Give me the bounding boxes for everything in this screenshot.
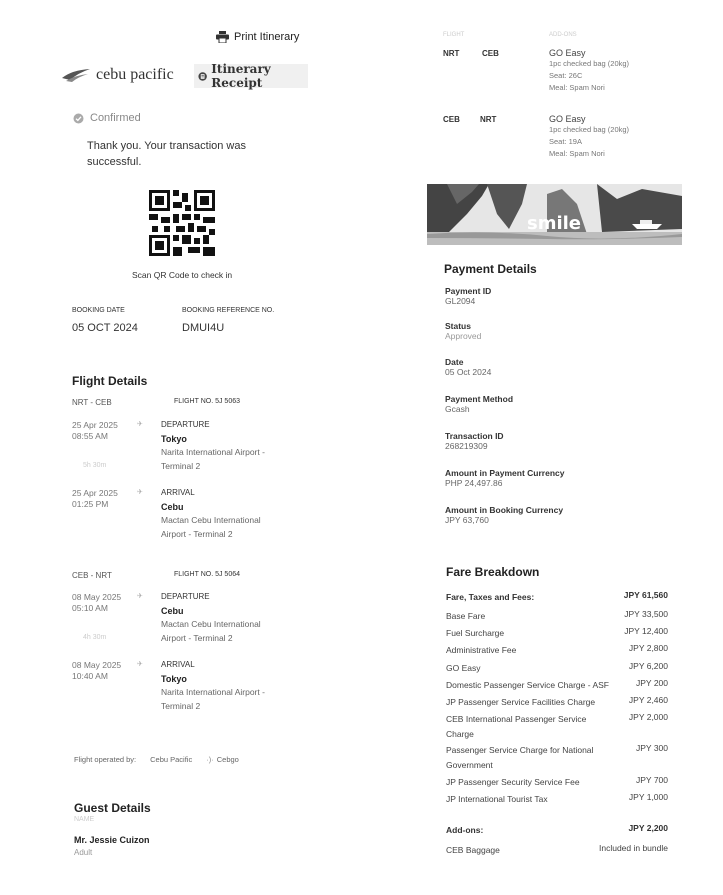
fare-item-row [446, 609, 668, 624]
fare-item-name: GO Easy [446, 663, 481, 673]
print-itinerary-button[interactable] [216, 31, 299, 43]
booking-date-label: BOOKING DATE [72, 307, 125, 314]
fare-item-value: JPY 200 [636, 678, 668, 688]
flight-number: FLIGHT NO. 5J 5063 [174, 398, 241, 405]
fare-item-name: JP International Tourist Tax [446, 794, 548, 804]
addon-row [549, 114, 629, 160]
guest-type: Adult [74, 848, 93, 857]
payment-currency-value: PHP 24,497.86 [445, 478, 503, 488]
arrival-label: ARRIVAL [161, 660, 195, 669]
plane-icon: ✈ [137, 593, 143, 600]
status-label: Status [445, 321, 471, 331]
payment-method-value: Gcash [445, 404, 470, 414]
date-label: Date [445, 357, 464, 367]
printer-icon [216, 31, 229, 43]
arrival-datetime [72, 488, 118, 510]
fare-item-row [446, 661, 668, 676]
flight-route: CEB - NRT [72, 571, 112, 580]
arrival-time: 10:40 AM [72, 671, 108, 681]
fare-item-name: Domestic Passenger Service Charge - ASF [446, 680, 609, 690]
fare-item-row [446, 743, 668, 773]
addons-total-row [446, 823, 668, 838]
fare-item-row [446, 643, 668, 658]
fare-item-row [446, 792, 668, 807]
addon-from: CEB [443, 115, 460, 124]
fare-item-name: Passenger Service Charge for National Government [446, 745, 594, 770]
transaction-id-value: 268219309 [445, 441, 488, 451]
payment-field [445, 394, 513, 414]
addon-to: CEB [482, 49, 499, 58]
banner-text: smile [527, 213, 582, 234]
confirmed-status [73, 112, 141, 124]
receipt-icon [198, 71, 207, 82]
departure-city: Cebu [161, 606, 184, 616]
departure-time: 08:55 AM [72, 431, 108, 441]
arrival-label: ARRIVAL [161, 488, 195, 497]
fare-breakdown-title: Fare Breakdown [446, 565, 540, 579]
fare-total-row [446, 590, 668, 605]
addon-meal: Meal: Spam Nori [549, 83, 605, 92]
landing-icon: ✈ [137, 489, 143, 496]
qr-code [149, 190, 215, 261]
addons-header-addons: ADD-ONS [549, 32, 577, 38]
addon-bundle: GO Easy [549, 114, 586, 124]
addon-bag: 1pc checked bag (20kg) [549, 59, 630, 68]
qr-caption: Scan QR Code to check in [132, 270, 233, 280]
addons-label: Add-ons: [446, 825, 484, 835]
departure-time: 05:10 AM [72, 603, 108, 613]
departure-city: Tokyo [161, 434, 187, 444]
payment-field [445, 321, 481, 341]
booking-currency-value: JPY 63,760 [445, 515, 489, 525]
arrival-datetime [72, 660, 121, 682]
fare-item-name: Administrative Fee [446, 645, 517, 655]
payment-method-label: Payment Method [445, 394, 514, 404]
payment-field [445, 357, 491, 377]
fare-item-row [446, 678, 668, 693]
fare-item-name: JP Passenger Security Service Fee [446, 777, 580, 787]
payment-currency-label: Amount in Payment Currency [445, 468, 565, 478]
payment-details-title: Payment Details [444, 262, 537, 276]
addon-from: NRT [443, 49, 460, 58]
fare-item-row [446, 712, 668, 742]
success-message: Thank you. Your transaction was successful. [87, 140, 246, 168]
addon-item-row [446, 843, 668, 858]
addon-bundle: GO Easy [549, 48, 586, 58]
payment-id-value: GL2094 [445, 296, 476, 306]
fare-item-value: JPY 33,500 [624, 609, 668, 619]
operator-cebgo [206, 755, 239, 764]
date-value: 05 Oct 2024 [445, 367, 492, 377]
fare-total-value: JPY 61,560 [623, 590, 668, 600]
addon-bag: 1pc checked bag (20kg) [549, 125, 630, 134]
cebgo-logo-icon: ·)· [206, 755, 214, 764]
fare-item-name: Fuel Surcharge [446, 628, 505, 638]
fare-item-name: CEB International Passenger Service Charge [446, 714, 587, 739]
payment-field [445, 505, 563, 525]
operated-by [74, 755, 239, 764]
itinerary-receipt-title [194, 64, 308, 88]
transaction-id-label: Transaction ID [445, 431, 504, 441]
addon-seat: Seat: 26C [549, 71, 583, 80]
smile-banner [427, 184, 682, 245]
status-value: Approved [445, 331, 482, 341]
plane-icon: ✈ [137, 421, 143, 428]
check-circle-icon [73, 113, 84, 124]
landing-icon: ✈ [137, 661, 143, 668]
fare-item-value: JPY 700 [636, 775, 668, 785]
fare-item-name: Base Fare [446, 611, 486, 621]
fare-item-row [446, 626, 668, 641]
fare-item-name: JP Passenger Service Facilities Charge [446, 697, 596, 707]
arrival-date: 08 May 2025 [72, 660, 122, 670]
departure-datetime [72, 420, 118, 442]
guest-details-title: Guest Details [74, 801, 151, 815]
payment-id-label: Payment ID [445, 286, 492, 296]
fare-item-value: JPY 1,000 [628, 792, 668, 802]
payment-field [445, 286, 491, 306]
flight-route: NRT - CEB [72, 398, 112, 407]
flight-number: FLIGHT NO. 5J 5064 [174, 571, 241, 578]
logo-text: cebu pacific [96, 66, 174, 83]
flight-duration: 5h 30m [83, 462, 107, 469]
arrival-time: 01:25 PM [72, 499, 109, 509]
flight-duration: 4h 30m [83, 634, 107, 641]
fare-item-row [446, 775, 668, 790]
booking-date-value: 05 OCT 2024 [72, 322, 138, 334]
wing-logo-icon [62, 68, 92, 82]
fare-item-value: JPY 2,460 [628, 695, 668, 705]
arrival-city: Cebu [161, 502, 184, 512]
fare-total-label: Fare, Taxes and Fees: [446, 592, 535, 602]
addon-meal: Meal: Spam Nori [549, 149, 605, 158]
guest-name: Mr. Jessie Cuizon [74, 835, 150, 845]
payment-field [445, 431, 504, 451]
fare-item-value: JPY 6,200 [628, 661, 668, 671]
addon-to: NRT [480, 115, 497, 124]
booking-ref-value: DMUI4U [182, 322, 225, 334]
departure-date: 25 Apr 2025 [72, 420, 118, 430]
arrival-city: Tokyo [161, 674, 187, 684]
operator-cebu-pacific: Cebu Pacific [150, 755, 193, 764]
fare-item-row [446, 695, 668, 710]
departure-airport: Narita International Airport - Terminal 2 [161, 447, 265, 471]
departure-date: 08 May 2025 [72, 592, 122, 602]
addons-header-flight: FLIGHT [443, 32, 465, 38]
addon-row [549, 48, 629, 94]
guest-name-label: NAME [74, 816, 95, 823]
flight-details-title: Flight Details [72, 374, 148, 388]
cebu-pacific-logo [62, 66, 174, 84]
confirmed-text: Confirmed [90, 112, 141, 124]
addon-item-value: Included in bundle [598, 843, 668, 853]
arrival-airport: Narita International Airport - Terminal 2 [161, 687, 265, 711]
addon-seat: Seat: 19A [549, 137, 582, 146]
fare-item-value: JPY 2,800 [628, 643, 668, 653]
arrival-airport: Mactan Cebu International Airport - Terminal 2 [161, 515, 261, 539]
addons-value: JPY 2,200 [628, 823, 668, 833]
payment-field [445, 468, 565, 488]
receipt-title-text: Itinerary Receipt [211, 62, 271, 90]
booking-currency-label: Amount in Booking Currency [445, 505, 564, 515]
operated-by-label: Flight operated by: [74, 755, 137, 764]
addon-item-name: CEB Baggage [446, 845, 500, 855]
departure-datetime [72, 592, 121, 614]
departure-airport: Mactan Cebu International Airport - Terminal 2 [161, 619, 261, 643]
arrival-date: 25 Apr 2025 [72, 488, 118, 498]
print-itinerary-label: Print Itinerary [234, 31, 300, 43]
departure-label: DEPARTURE [161, 592, 210, 601]
operator-cebgo-label: Cebgo [216, 755, 239, 764]
departure-label: DEPARTURE [161, 420, 210, 429]
fare-item-value: JPY 2,000 [628, 712, 668, 722]
fare-item-value: JPY 300 [636, 743, 668, 753]
fare-item-value: JPY 12,400 [624, 626, 668, 636]
booking-ref-label: BOOKING REFERENCE NO. [182, 307, 275, 314]
